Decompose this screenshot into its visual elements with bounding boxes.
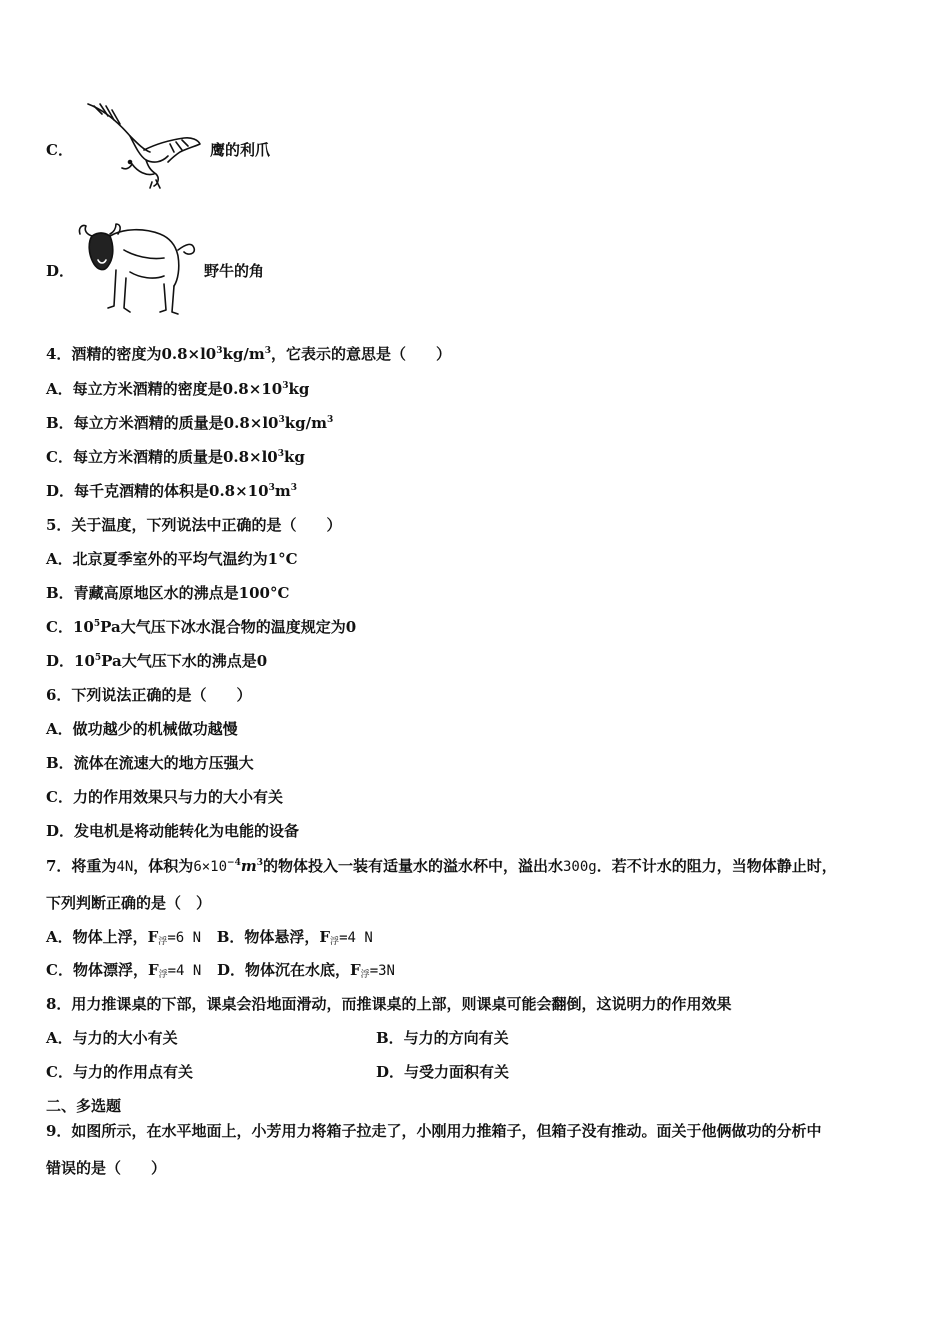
q7-option-a: A．物体上浮，$F_浮=6$ N bbox=[46, 928, 202, 947]
q4-option-b: B．每立方米酒精的质量是$0.8\times l0^3kg/m^3$ bbox=[46, 414, 334, 432]
q6-option-a: A．做功越少的机械做功越慢 bbox=[46, 720, 238, 738]
q6-option-c: C．力的作用效果只与力的大小有关 bbox=[46, 788, 283, 806]
q5-stem: 5．关于温度，下列说法中正确的是（ ） bbox=[46, 516, 342, 534]
q9-stem-line1: 9．如图所示，在水平地面上，小芳用力将箱子拉走了，小刚用力推箱子，但箱子没有推动。面关于他俩做功的分析中 bbox=[46, 1122, 822, 1140]
q8-option-b: B．与力的方向有关 bbox=[376, 1029, 509, 1047]
q3-option-c-label: C． bbox=[46, 141, 73, 159]
q4-stem: 4．酒精的密度为$0.8\times l0^3kg/m^3$，它表示的意思是（ ） bbox=[46, 345, 452, 363]
q3-option-d-label: D． bbox=[46, 262, 75, 280]
q4-option-a: A．每立方米酒精的密度是$0.8\times 10^3kg$ bbox=[46, 380, 310, 398]
q4-option-c: C．每立方米酒精的质量是$0.8\times l0^3kg$ bbox=[46, 448, 305, 466]
q7-option-b: B．物体悬浮，$F_浮=4$ N bbox=[216, 928, 373, 947]
q8-option-c: C．与力的作用点有关 bbox=[46, 1063, 193, 1081]
q7-stem-line2: 下列判断正确的是（ ） bbox=[46, 894, 212, 912]
q5-option-a: A．北京夏季室外的平均气温约为1°C bbox=[46, 550, 298, 568]
q5-option-c: C．$10^5Pa$大气压下冰水混合物的温度规定为0 bbox=[46, 618, 357, 636]
q7-options-ab bbox=[46, 927, 373, 952]
q7-options-cd bbox=[46, 960, 395, 985]
q6-stem: 6．下列说法正确的是（ ） bbox=[46, 686, 252, 704]
q7-option-c: C．物体漂浮，$F_浮=4$ N bbox=[46, 961, 202, 980]
q6-option-d: D．发电机是将动能转化为电能的设备 bbox=[46, 822, 300, 840]
q3-option-d-caption: 野牛的角 bbox=[204, 262, 265, 280]
q8-option-a: A．与力的大小有关 bbox=[46, 1029, 178, 1047]
bison-icon bbox=[74, 220, 200, 320]
q6-option-b: B．流体在流速大的地方压强大 bbox=[46, 754, 254, 772]
section-title: 二、多选题 bbox=[46, 1097, 122, 1115]
eagle-icon bbox=[84, 100, 204, 190]
q8-option-d: D．与受力面积有关 bbox=[376, 1063, 510, 1081]
q8-stem: 8．用力推课桌的下部，课桌会沿地面滑动，而推课桌的上部，则课桌可能会翻倒，这说明力的作用效果 bbox=[46, 995, 732, 1013]
q3-option-c-caption: 鹰的利爪 bbox=[210, 141, 271, 159]
q5-option-b: B．青藏高原地区水的沸点是100°C bbox=[46, 584, 290, 602]
q7-stem-line1: 7．将重为4N，体积为$6\times 10^{-4}m^3$的物体投入一装有适量水的溢水杯中，溢出水300g．若不计水的阻力，当物体静止时， bbox=[46, 857, 837, 875]
q4-option-d: D．每千克酒精的体积是$0.8\times 10^3m^3$ bbox=[46, 482, 297, 500]
q7-option-d: D．物体沉在水底，$F_浮=3N$ bbox=[217, 961, 395, 980]
q5-option-d: D．$10^5Pa$大气压下水的沸点是0 bbox=[46, 652, 268, 670]
q9-stem-line2: 错误的是（ ） bbox=[46, 1159, 167, 1177]
